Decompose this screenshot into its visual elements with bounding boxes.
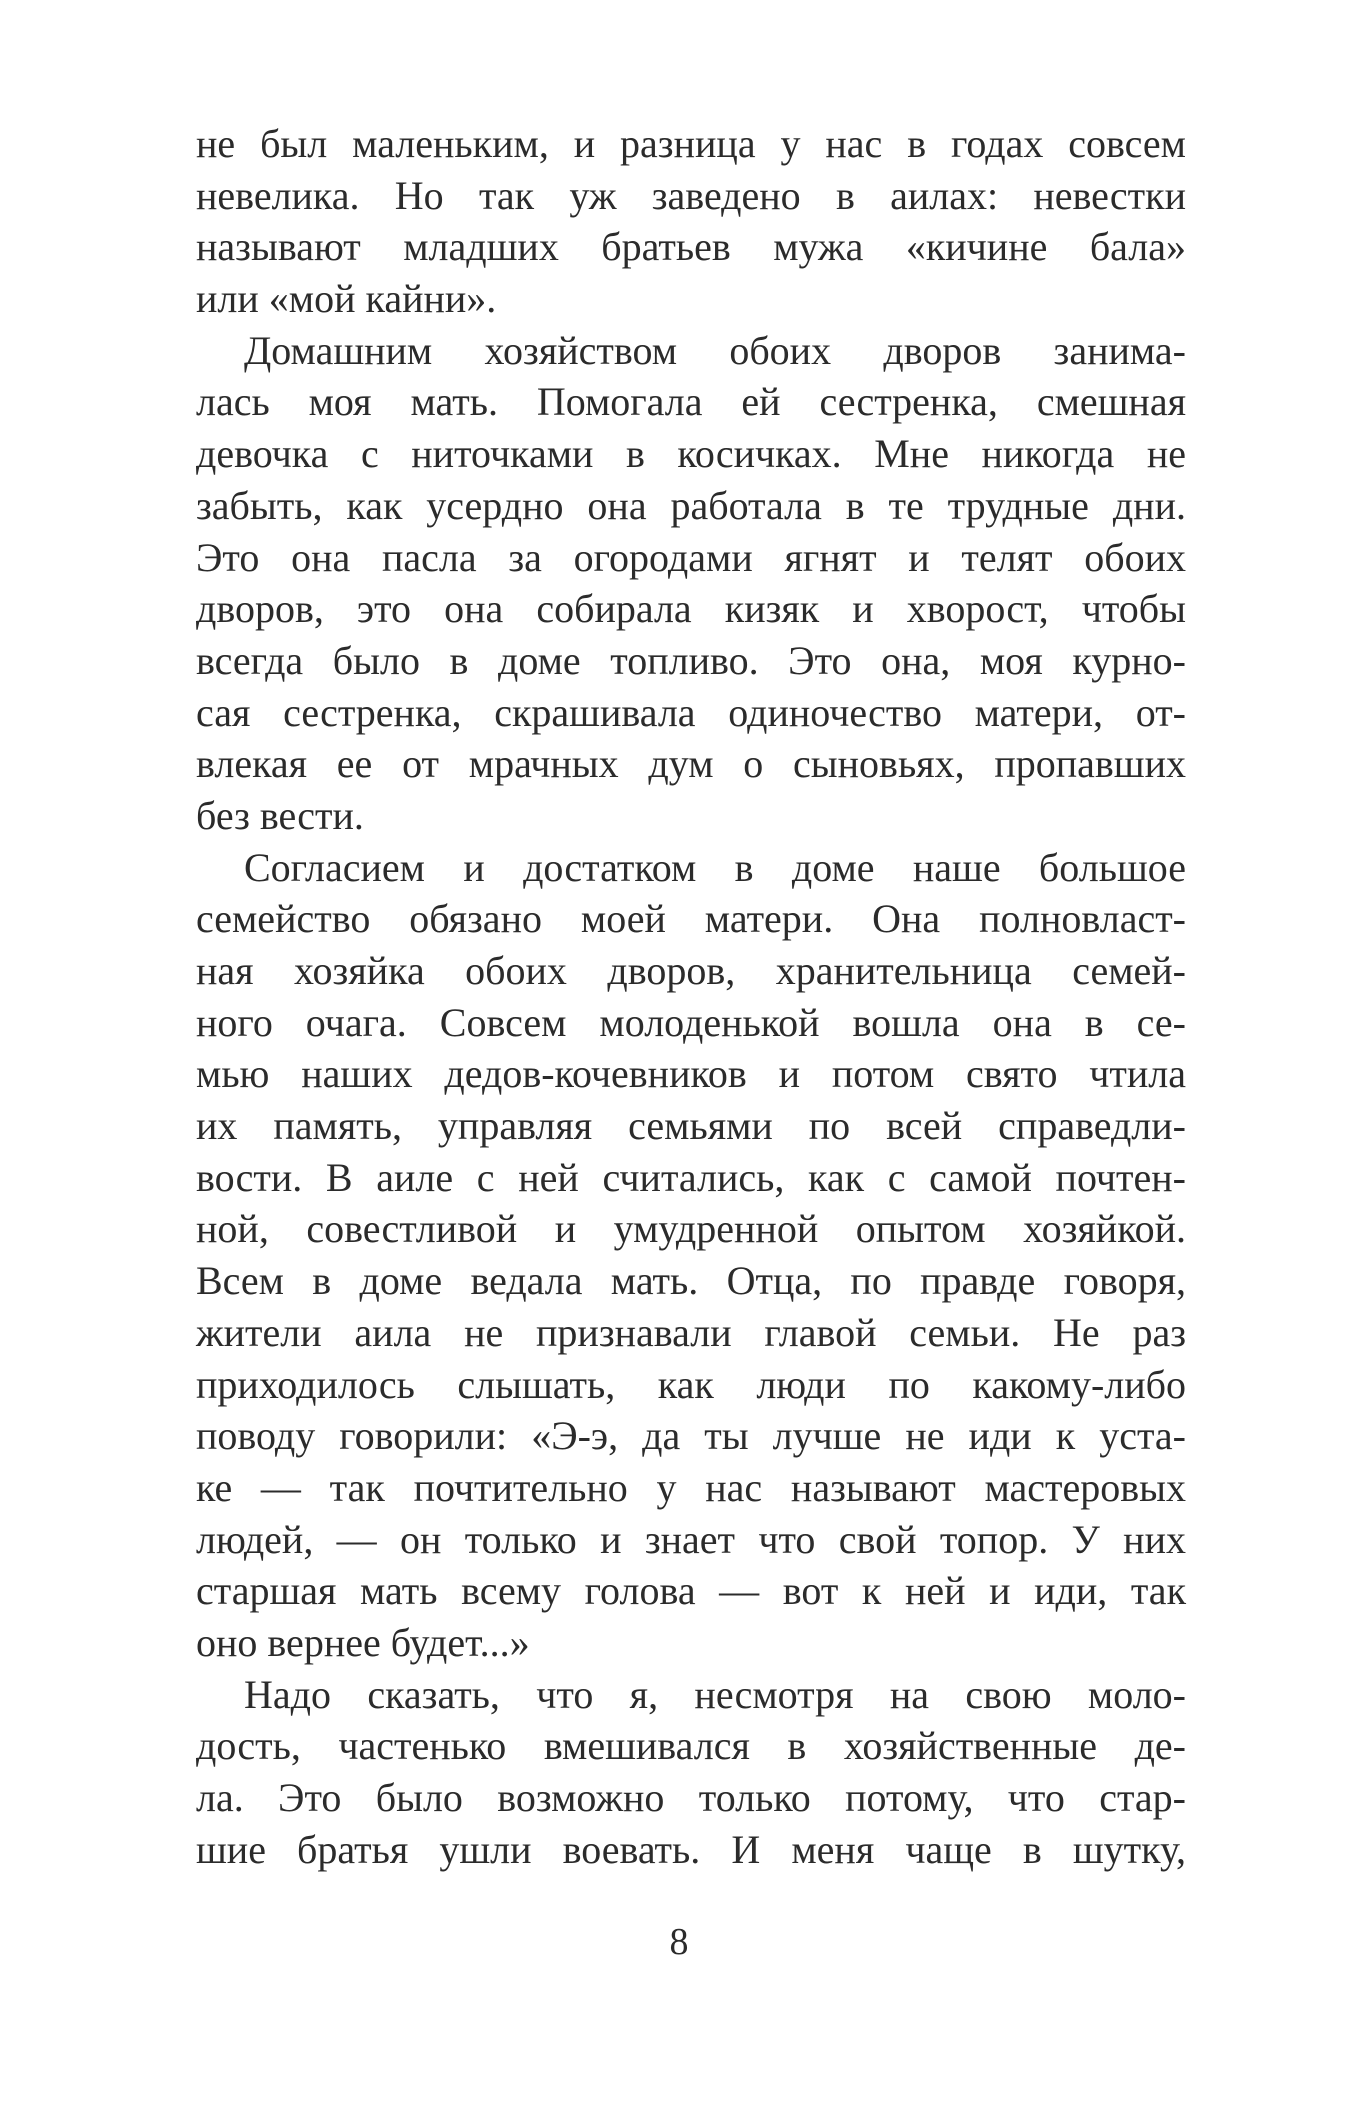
text-line: оно вернее будет...» [196,1619,530,1665]
text-line: Это она пасла за огородами ягнят и телят обоих [196,534,1186,580]
text-line: девочка с ниточками в косичках. Мне никогда не [196,431,1186,477]
text-line: ке — так почтительно у нас называют мастеровых [196,1464,1186,1510]
text-line: ла. Это было возможно только потому, что стар- [196,1775,1186,1820]
text-line: старшая мать всему голова — вот к ней и иди, так [196,1568,1186,1614]
page-number: 8 [669,1921,689,1963]
text-line: мью наших дедов-кочевников и потом свято чтила [196,1051,1186,1097]
text-line: шие братья ушли воевать. И меня чаще в шутку, [196,1826,1186,1872]
text-line: не был маленьким, и разница у нас в годах совсем [196,121,1186,166]
text-line: их память, управляя семьями по всей справедли- [196,1103,1186,1149]
text-line: без вести. [196,792,364,838]
text-line: ная хозяйка обоих дворов, хранительница семей- [196,948,1186,993]
text-line: дость, частенько вмешивался в хозяйственные де- [196,1723,1186,1769]
text-line: приходилось слышать, как люди по какому-либо [196,1361,1186,1407]
text-line: невелика. Но так уж заведено в аилах: невестки [196,172,1186,218]
text-line: дворов, это она собирала кизяк и хворост, чтобы [196,586,1186,632]
text-line: всегда было в доме топливо. Это она, моя курно- [196,637,1186,683]
text-line: лась моя мать. Помогала ей сестренка, смешная [196,379,1186,425]
paragraph [196,842,1186,1669]
text-line: Всем в доме ведала мать. Отца, по правде говоря, [196,1258,1186,1304]
text-line: Домашним хозяйством обоих дворов занима- [244,327,1186,373]
text-line: сая сестренка, скрашивала одиночество матери, от- [196,689,1186,735]
text-line: семейство обязано моей матери. Она полновласт- [196,896,1186,942]
text-line: забыть, как усердно она работала в те трудные дни. [196,482,1186,528]
text-line: людей, — он только и знает что свой топор. У них [196,1516,1186,1562]
text-line: ного очага. Совсем молоденькой вошла она в се- [196,999,1186,1045]
text-line: называют младших братьев мужа «кичине бала» [196,224,1186,270]
paragraph [196,325,1186,842]
text-line: или «мой кайни». [196,276,497,322]
text-line: поводу говорили: «Э-э, да ты лучше не иди к уста- [196,1413,1186,1459]
text-line: Согласием и достатком в доме наше большое [244,844,1186,890]
paragraph [196,118,1186,325]
text-line: вости. В аиле с ней считались, как с самой почтен- [196,1154,1186,1200]
text-line: влекая ее от мрачных дум о сыновьях, пропавших [196,741,1186,787]
text-line: жители аила не признавали главой семьи. Не раз [196,1309,1186,1355]
body-text [196,118,1186,1875]
text-line: Надо сказать, что я, несмотря на свою моло- [244,1671,1186,1717]
text-line: ной, совестливой и умудренной опытом хозяйкой. [196,1206,1186,1252]
paragraph [196,1669,1186,1876]
